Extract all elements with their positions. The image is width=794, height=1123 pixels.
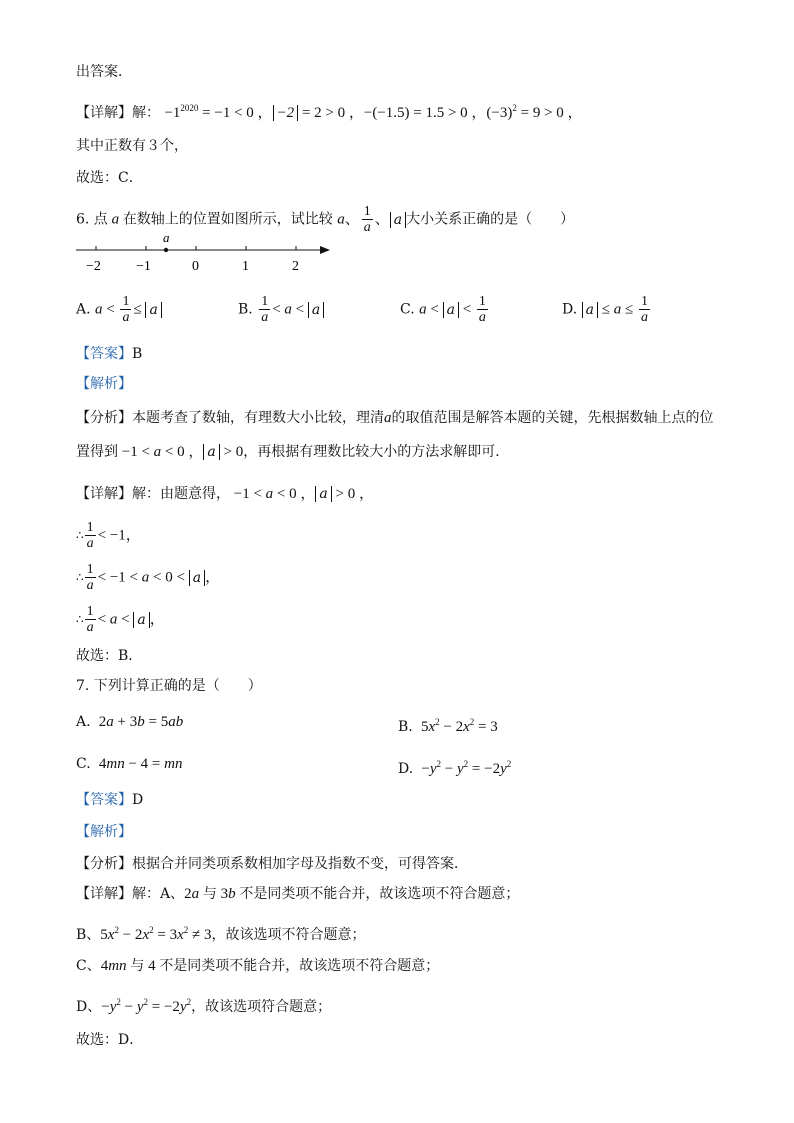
tick-label: −2 xyxy=(86,259,101,274)
q5-choice: 故选：C． xyxy=(76,170,143,186)
option-letter: A. xyxy=(76,301,91,318)
option-letter: B. xyxy=(238,301,253,318)
option-letter: D. xyxy=(398,761,414,777)
answer-label: 【答案】 xyxy=(76,792,132,808)
q7-xiangjie-a: 【详解】解：A、 xyxy=(76,886,185,902)
tick-label: 0 xyxy=(192,259,199,274)
q5-count-line: 其中正数有３个， xyxy=(76,138,188,154)
q6-step-2: ∴ $\frac{1}{a}$ < −1 < a < 0 < a ， xyxy=(76,562,221,593)
q6-step-1: ∴ $\frac{1}{a}$ < −1， xyxy=(76,520,141,551)
q6-fenxi-a: 【分析】本题考查了数轴，有理数大小比较，理清 xyxy=(76,410,384,426)
intro-line: 出答案． xyxy=(76,64,132,80)
q6-fenxi2: 置得到 −1 < a < 0 ， a > 0，再根据有理数比较大小的方法求解即可． xyxy=(76,444,510,460)
q6-xiangjie-a: 【详解】解：由题意得， xyxy=(76,486,230,502)
q6-fenxi-b: 的取值范围是解答本题的关键，先根据数轴上点的位 xyxy=(391,410,714,426)
q7-xiangjie: 【详解】解：A、2a 与 3b 不是同类项不能合并，故该选项不符合题意； xyxy=(76,886,520,902)
q6-xiangjie: 【详解】解：由题意得， −1 < a < 0 ， a > 0 ， xyxy=(76,486,374,502)
option-letter: B. xyxy=(398,719,413,735)
answer-value: B xyxy=(132,346,143,362)
tick-label: −1 xyxy=(136,259,151,274)
q6-stem-a: 6. 点 xyxy=(76,211,108,228)
option-letter: D. xyxy=(562,301,578,318)
q7-line-b: B、$5x^2 - 2x^2 = 3x^2 \ne 3$，故该选项不符合题意； xyxy=(76,925,366,943)
q7-answer-line xyxy=(76,790,143,810)
q6-fenxi2-a: 置得到 xyxy=(76,444,118,460)
tick-label: 2 xyxy=(292,259,299,274)
q6-stem-b: 在数轴上的位置如图所示，试比较 xyxy=(122,211,333,228)
detail-label: 【详解】解： xyxy=(76,105,160,121)
q6-option-b[interactable]: B. $\frac{1}{a}$ < a < a xyxy=(238,294,324,325)
option-letter: C. xyxy=(400,301,415,318)
q7-line-b-suffix: ，故该选项不符合题意； xyxy=(211,927,366,943)
tick-label: 1 xyxy=(242,259,249,274)
option-letter: C. xyxy=(76,756,91,772)
q6-option-d[interactable]: D. a ≤ a ≤ $\frac{1}{a}$ xyxy=(562,294,648,325)
q6-stem-c: 大小关系正确的是（ ） xyxy=(406,211,575,228)
q7-option-b[interactable]: B. $5x^2 - 2x^2 = 3$ xyxy=(398,717,498,735)
q7-analysis-label: 【解析】 xyxy=(76,824,132,840)
q7-line-d-prefix: D、 xyxy=(76,999,102,1015)
q6-stem: 6. 点 a 在数轴上的位置如图所示，试比较 a、 $\frac{1}{a}$ 、 a 大小关系正确的是（ ） xyxy=(76,204,575,235)
q7-stem: 7. 下列计算正确的是（ ） xyxy=(76,678,262,694)
q7-option-a[interactable]: A. 2a + 3b = 5ab xyxy=(76,714,184,730)
answer-value: D xyxy=(132,792,144,808)
q6-fenxi: 【分析】本题考查了数轴，有理数大小比较，理清a的取值范围是解答本题的关键，先根据数轴上点的位 xyxy=(76,410,714,426)
q7-line-c-prefix: C、 xyxy=(76,958,101,974)
number-line xyxy=(74,230,334,278)
q7-choice: 故选：D． xyxy=(76,1032,144,1048)
q7-line-d-suffix: ，故该选项符合题意； xyxy=(191,999,332,1015)
q6-analysis-label: 【解析】 xyxy=(76,376,132,392)
q5-expression: $-1^{2020} = -1 < 0$ ， −2 = 2 > 0 ，−(−1.5) = 1.5 > 0 ，$(-3)^2 = 9 > 0$ ， xyxy=(164,103,583,121)
q6-option-a[interactable]: A. a < $\frac{1}{a}$ ≤ a xyxy=(76,294,162,325)
q7-line-c: C、4mn 与 4 不是同类项不能合并，故该选项不符合题意； xyxy=(76,958,440,974)
point-a-label: a xyxy=(163,230,170,245)
q7-fenxi: 【分析】根据合并同类项系数相加字母及指数不变，可得答案． xyxy=(76,856,468,872)
q7-line-b-prefix: B、 xyxy=(76,927,101,943)
q7-xiangjie-a2: 不是同类项不能合并，故该选项不符合题意； xyxy=(239,886,520,902)
point-a xyxy=(164,248,168,252)
q6-step-3: ∴ $\frac{1}{a}$ < a < a ， xyxy=(76,604,165,635)
q6-fenxi2-b: ，再根据有理数比较大小的方法求解即可． xyxy=(243,444,510,460)
q6-answer-line xyxy=(76,344,142,364)
option-letter: A. xyxy=(76,714,91,730)
answer-label: 【答案】 xyxy=(76,346,132,362)
q7-line-c-suffix: 不是同类项不能合并，故该选项不符合题意； xyxy=(159,958,440,974)
q7-option-c[interactable]: C. 4mn − 4 = mn xyxy=(76,756,183,772)
q6-choice: 故选：B． xyxy=(76,648,143,664)
q7-option-d[interactable]: D. $-y^2 - y^2 = -2y^2$ xyxy=(398,759,512,777)
q7-line-d: D、$-y^2 - y^2 = -2y^2$，故该选项符合题意； xyxy=(76,997,332,1015)
q5-detail-line xyxy=(76,98,583,123)
q6-option-c[interactable]: C. a < a < $\frac{1}{a}$ xyxy=(400,294,486,325)
